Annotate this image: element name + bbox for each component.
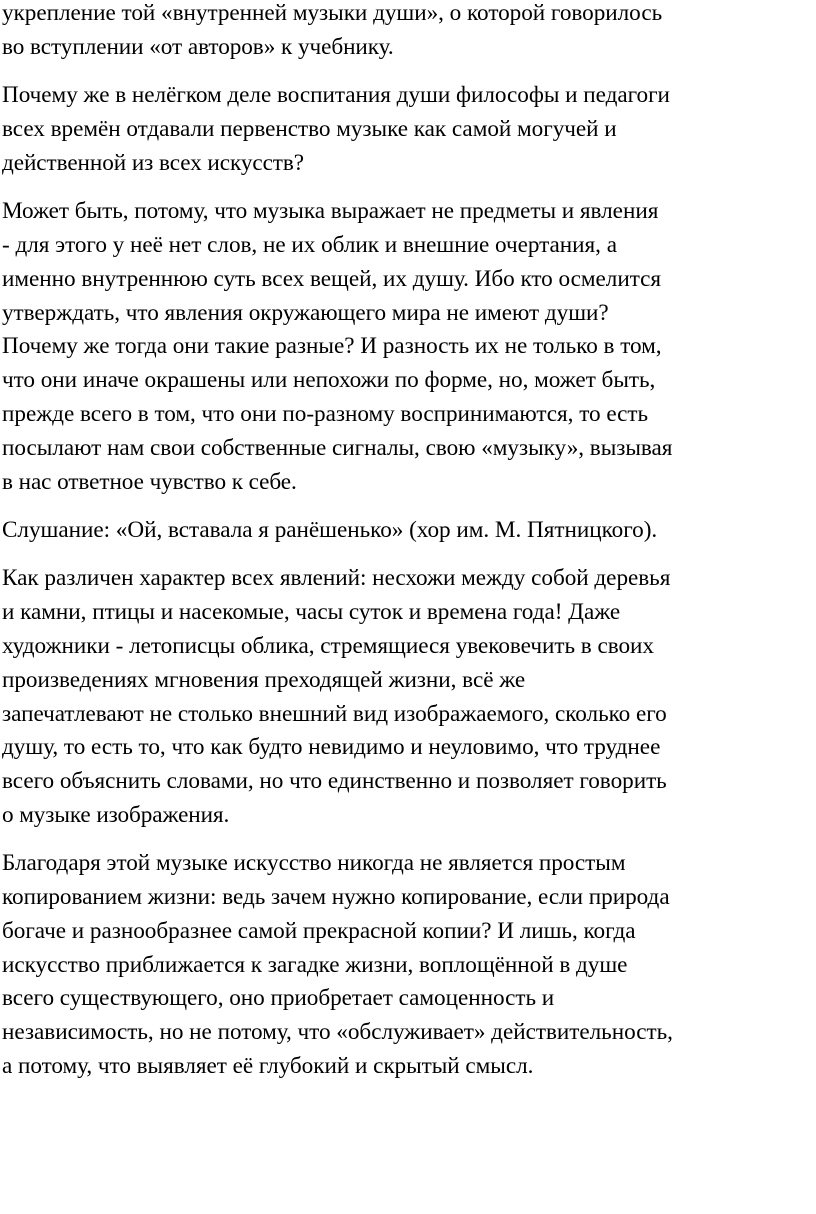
text-line: - для этого у неё нет слов, не их облик и внешние очертания, а	[2, 231, 617, 258]
text-line: прежде всего в том, что они по-разному воспринимаются, то есть	[2, 400, 649, 427]
text-line: о музыке изображения.	[2, 801, 230, 828]
text-line: произведениях мгновения преходящей жизни, всё же	[2, 666, 526, 693]
text-line: именно внутреннюю суть всех вещей, их душу. Ибо кто осмелится	[2, 265, 661, 292]
paragraph	[2, 514, 816, 548]
paragraph	[2, 847, 816, 1084]
text-line: независимость, но не потому, что «обслуживает» действительность,	[2, 1019, 673, 1046]
text-line: Благодаря этой музыке искусство никогда не является простым	[2, 850, 626, 877]
text-line: укрепление той «внутренней музыки души», о которой говорилось	[2, 0, 663, 26]
text-line: запечатлевают не столько внешний вид изображаемого, сколько его	[2, 700, 667, 727]
text-line: всех времён отдавали первенство музыке как самой могучей и	[2, 115, 617, 142]
document-page	[2, 0, 816, 1084]
text-line: Почему же в нелёгком деле воспитания души философы и педагоги	[2, 82, 670, 109]
text-line: Как различен характер всех явлений: несхожи между собой деревья	[2, 565, 671, 592]
paragraph	[2, 562, 816, 832]
paragraph	[2, 195, 816, 499]
paragraph	[2, 0, 816, 65]
paragraph	[2, 79, 816, 180]
text-line: искусство приближается к загадке жизни, воплощённой в душе	[2, 951, 628, 978]
text-line: Слушание: «Ой, вставала я ранёшенько» (хор им. М. Пятницкого).	[2, 516, 658, 543]
text-line: что они иначе окрашены или непохожи по форме, но, может быть,	[2, 367, 656, 394]
text-line: Почему же тогда они такие разные? И разность их не только в том,	[2, 333, 662, 360]
text-line: а потому, что выявляет её глубокий и скрытый смысл.	[2, 1053, 534, 1080]
text-line: действенной из всех искусств?	[2, 149, 304, 176]
text-line: в нас ответное чувство к себе.	[2, 468, 297, 495]
text-line: копированием жизни: ведь зачем нужно копирование, если природа	[2, 884, 670, 911]
text-line: богаче и разнообразнее самой прекрасной копии? И лишь, когда	[2, 917, 636, 944]
text-line: художники - летописцы облика, стремящиеся увековечить в своих	[2, 632, 654, 659]
text-line: душу, то есть то, что как будто невидимо и неуловимо, что труднее	[2, 734, 661, 761]
text-line: Может быть, потому, что музыка выражает не предметы и явления	[2, 198, 659, 225]
text-line: посылают нам свои собственные сигналы, свою «музыку», вызывая	[2, 434, 673, 461]
text-line: всего объяснить словами, но что единственно и позволяет говорить	[2, 768, 667, 795]
text-line: всего существующего, оно приобретает самоценность и	[2, 985, 555, 1012]
text-line: во вступлении «от авторов» к учебнику.	[2, 33, 394, 60]
text-line: утверждать, что явления окружающего мира не имеют души?	[2, 299, 609, 326]
text-line: и камни, птицы и насекомые, часы суток и времена года! Даже	[2, 599, 621, 626]
